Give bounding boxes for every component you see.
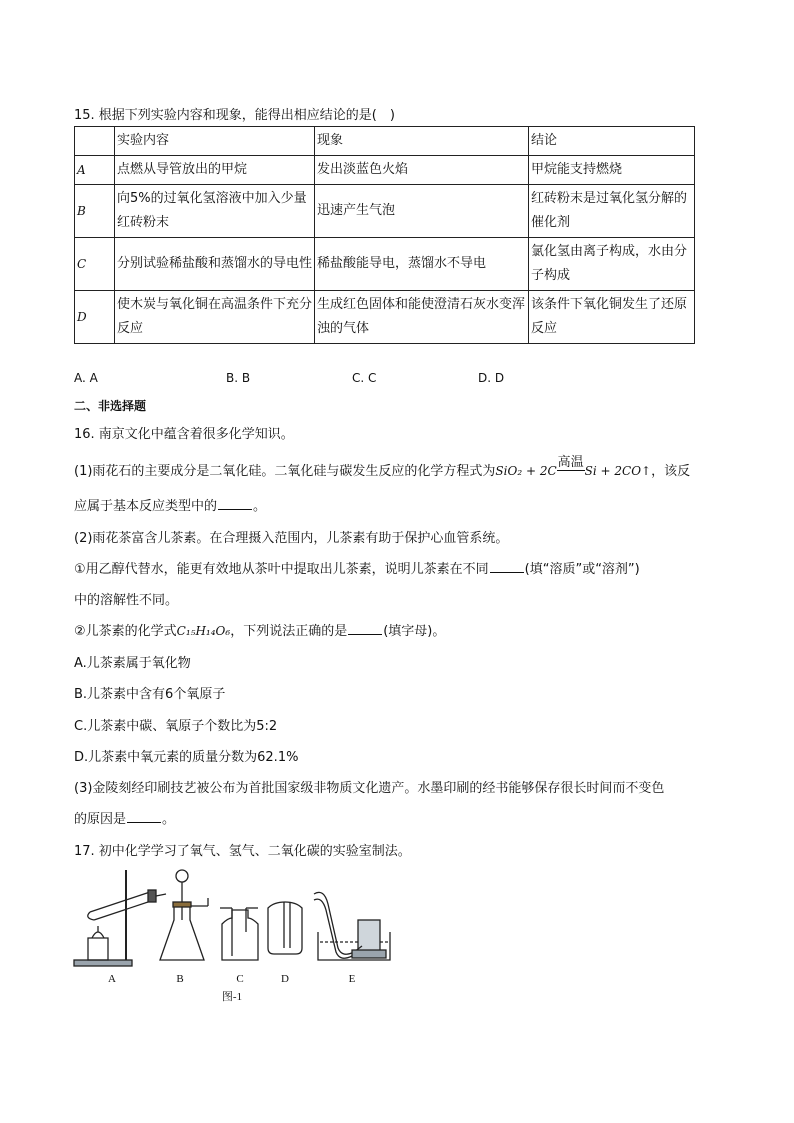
answer-blank[interactable] bbox=[218, 497, 252, 510]
q16-part2-2-stem bbox=[74, 620, 445, 639]
phenomenon-cell: 生成红色固体和能使澄清石灰水变浑浊的气体 bbox=[315, 291, 529, 344]
table-row bbox=[75, 185, 695, 238]
table-row bbox=[75, 156, 695, 185]
apparatus-a-icon bbox=[74, 870, 166, 966]
q16-part2-1-line1 bbox=[74, 558, 640, 577]
label-b: B bbox=[176, 973, 184, 985]
experiment-table bbox=[74, 126, 695, 344]
chemical-formula: C₁₅H₁₄O₆ bbox=[176, 624, 231, 638]
phenomenon-cell: 迅速产生气泡 bbox=[315, 185, 529, 238]
q16-part2-2-text: ②儿茶素的化学式 bbox=[74, 624, 177, 639]
content-cell: 分别试验稀盐酸和蒸馏水的导电性 bbox=[115, 238, 315, 291]
q16-part2-2-hint: (填字母)。 bbox=[383, 624, 446, 639]
apparatus-b-icon bbox=[160, 870, 208, 960]
apparatus-c-icon bbox=[220, 908, 258, 960]
q16-part1-text2: 应属于基本反应类型中的 bbox=[74, 499, 218, 514]
label-c: C bbox=[236, 973, 244, 985]
content-cell: 向5%的过氧化氢溶液中加入少量红砖粉末 bbox=[115, 185, 315, 238]
equation-right: Si + 2CO↑ bbox=[584, 464, 652, 478]
phenomenon-cell: 稀盐酸能导电，蒸馏水不导电 bbox=[315, 238, 529, 291]
label-e: E bbox=[348, 973, 356, 985]
content-cell: 点燃从导管放出的甲烷 bbox=[115, 156, 315, 185]
content-cell: 使木炭与氧化铜在高温条件下充分反应 bbox=[115, 291, 315, 344]
label-a: A bbox=[108, 973, 116, 985]
label-d: D bbox=[281, 973, 289, 985]
choice-a[interactable]: A.儿茶素属于氧化物 bbox=[74, 656, 191, 671]
option-c[interactable]: C. C bbox=[352, 371, 377, 385]
conclusion-cell: 氯化氢由离子构成，水由分子构成 bbox=[529, 238, 695, 291]
row-label: C bbox=[75, 238, 115, 291]
q16-part3-line2 bbox=[74, 808, 175, 827]
q16-part1-line1 bbox=[74, 455, 691, 480]
apparatus-e-icon bbox=[314, 892, 390, 960]
question-15-stem: 15. 根据下列实验内容和现象，能得出相应结论的是( ) bbox=[74, 108, 395, 123]
conclusion-cell: 该条件下氧化铜发生了还原反应 bbox=[529, 291, 695, 344]
option-a[interactable]: A. A bbox=[74, 371, 98, 385]
q16-part2-stem: (2)雨花茶富含儿茶素。在合理摄入范围内，儿茶素有助于保护心血管系统。 bbox=[74, 531, 509, 546]
row-label: B bbox=[75, 185, 115, 238]
table-row bbox=[75, 238, 695, 291]
q16-part2-1-line2: 中的溶解性不同。 bbox=[74, 593, 179, 608]
apparatus-figure bbox=[70, 864, 400, 1004]
table-row bbox=[75, 291, 695, 344]
header-cell: 实验内容 bbox=[115, 127, 315, 156]
apparatus-d-icon bbox=[268, 902, 302, 954]
choice-b[interactable]: B.儿茶素中含有6个氧原子 bbox=[74, 687, 226, 702]
header-cell bbox=[75, 127, 115, 156]
equation-condition: 高温 bbox=[557, 455, 584, 470]
conclusion-cell: 甲烷能支持燃烧 bbox=[529, 156, 695, 185]
row-label: A bbox=[75, 156, 115, 185]
period: 。 bbox=[162, 812, 176, 827]
q16-part2-2-text2: ，下列说法正确的是 bbox=[230, 624, 348, 639]
conclusion-cell: 红砖粉末是过氧化氢分解的催化剂 bbox=[529, 185, 695, 238]
answer-blank[interactable] bbox=[490, 560, 524, 573]
header-cell: 现象 bbox=[315, 127, 529, 156]
question-16-stem: 16. 南京文化中蕴含着很多化学知识。 bbox=[74, 427, 294, 442]
q16-part1-text: (1)雨花石的主要成分是二氧化硅。二氧化硅与碳发生反应的化学方程式为 bbox=[74, 464, 496, 479]
q16-part2-1-hint: (填“溶质”或“溶剂”) bbox=[524, 562, 640, 577]
q16-part2-1-text: ①用乙醇代替水，能更有效地从茶叶中提取出儿茶素，说明儿茶素在不同 bbox=[74, 562, 489, 577]
option-d[interactable]: D. D bbox=[478, 371, 505, 385]
choice-c[interactable]: C.儿茶素中碳、氧原子个数比为5:2 bbox=[74, 719, 278, 734]
section-heading: 二、非选择题 bbox=[74, 399, 147, 413]
q16-part1-tail: ，该反 bbox=[651, 464, 691, 479]
header-cell: 结论 bbox=[529, 127, 695, 156]
period: 。 bbox=[253, 499, 267, 514]
q16-part3-text: 的原因是 bbox=[74, 812, 127, 827]
q16-part1-line2 bbox=[74, 495, 266, 514]
table-header-row bbox=[75, 127, 695, 156]
question-17-stem: 17. 初中化学学习了氧气、氢气、二氧化碳的实验室制法。 bbox=[74, 844, 411, 859]
equation-left: SiO₂ + 2C bbox=[495, 464, 557, 478]
figure-caption: 图-1 bbox=[221, 991, 243, 1003]
phenomenon-cell: 发出淡蓝色火焰 bbox=[315, 156, 529, 185]
choice-d[interactable]: D.儿茶素中氧元素的质量分数为62.1% bbox=[74, 750, 299, 765]
answer-blank[interactable] bbox=[348, 622, 382, 635]
answer-blank[interactable] bbox=[127, 810, 161, 823]
option-b[interactable]: B. B bbox=[226, 371, 251, 385]
row-label: D bbox=[75, 291, 115, 344]
q16-part3-line1: (3)金陵刻经印刷技艺被公布为首批国家级非物质文化遗产。水墨印刷的经书能够保存很长时间而不变色 bbox=[74, 781, 665, 796]
